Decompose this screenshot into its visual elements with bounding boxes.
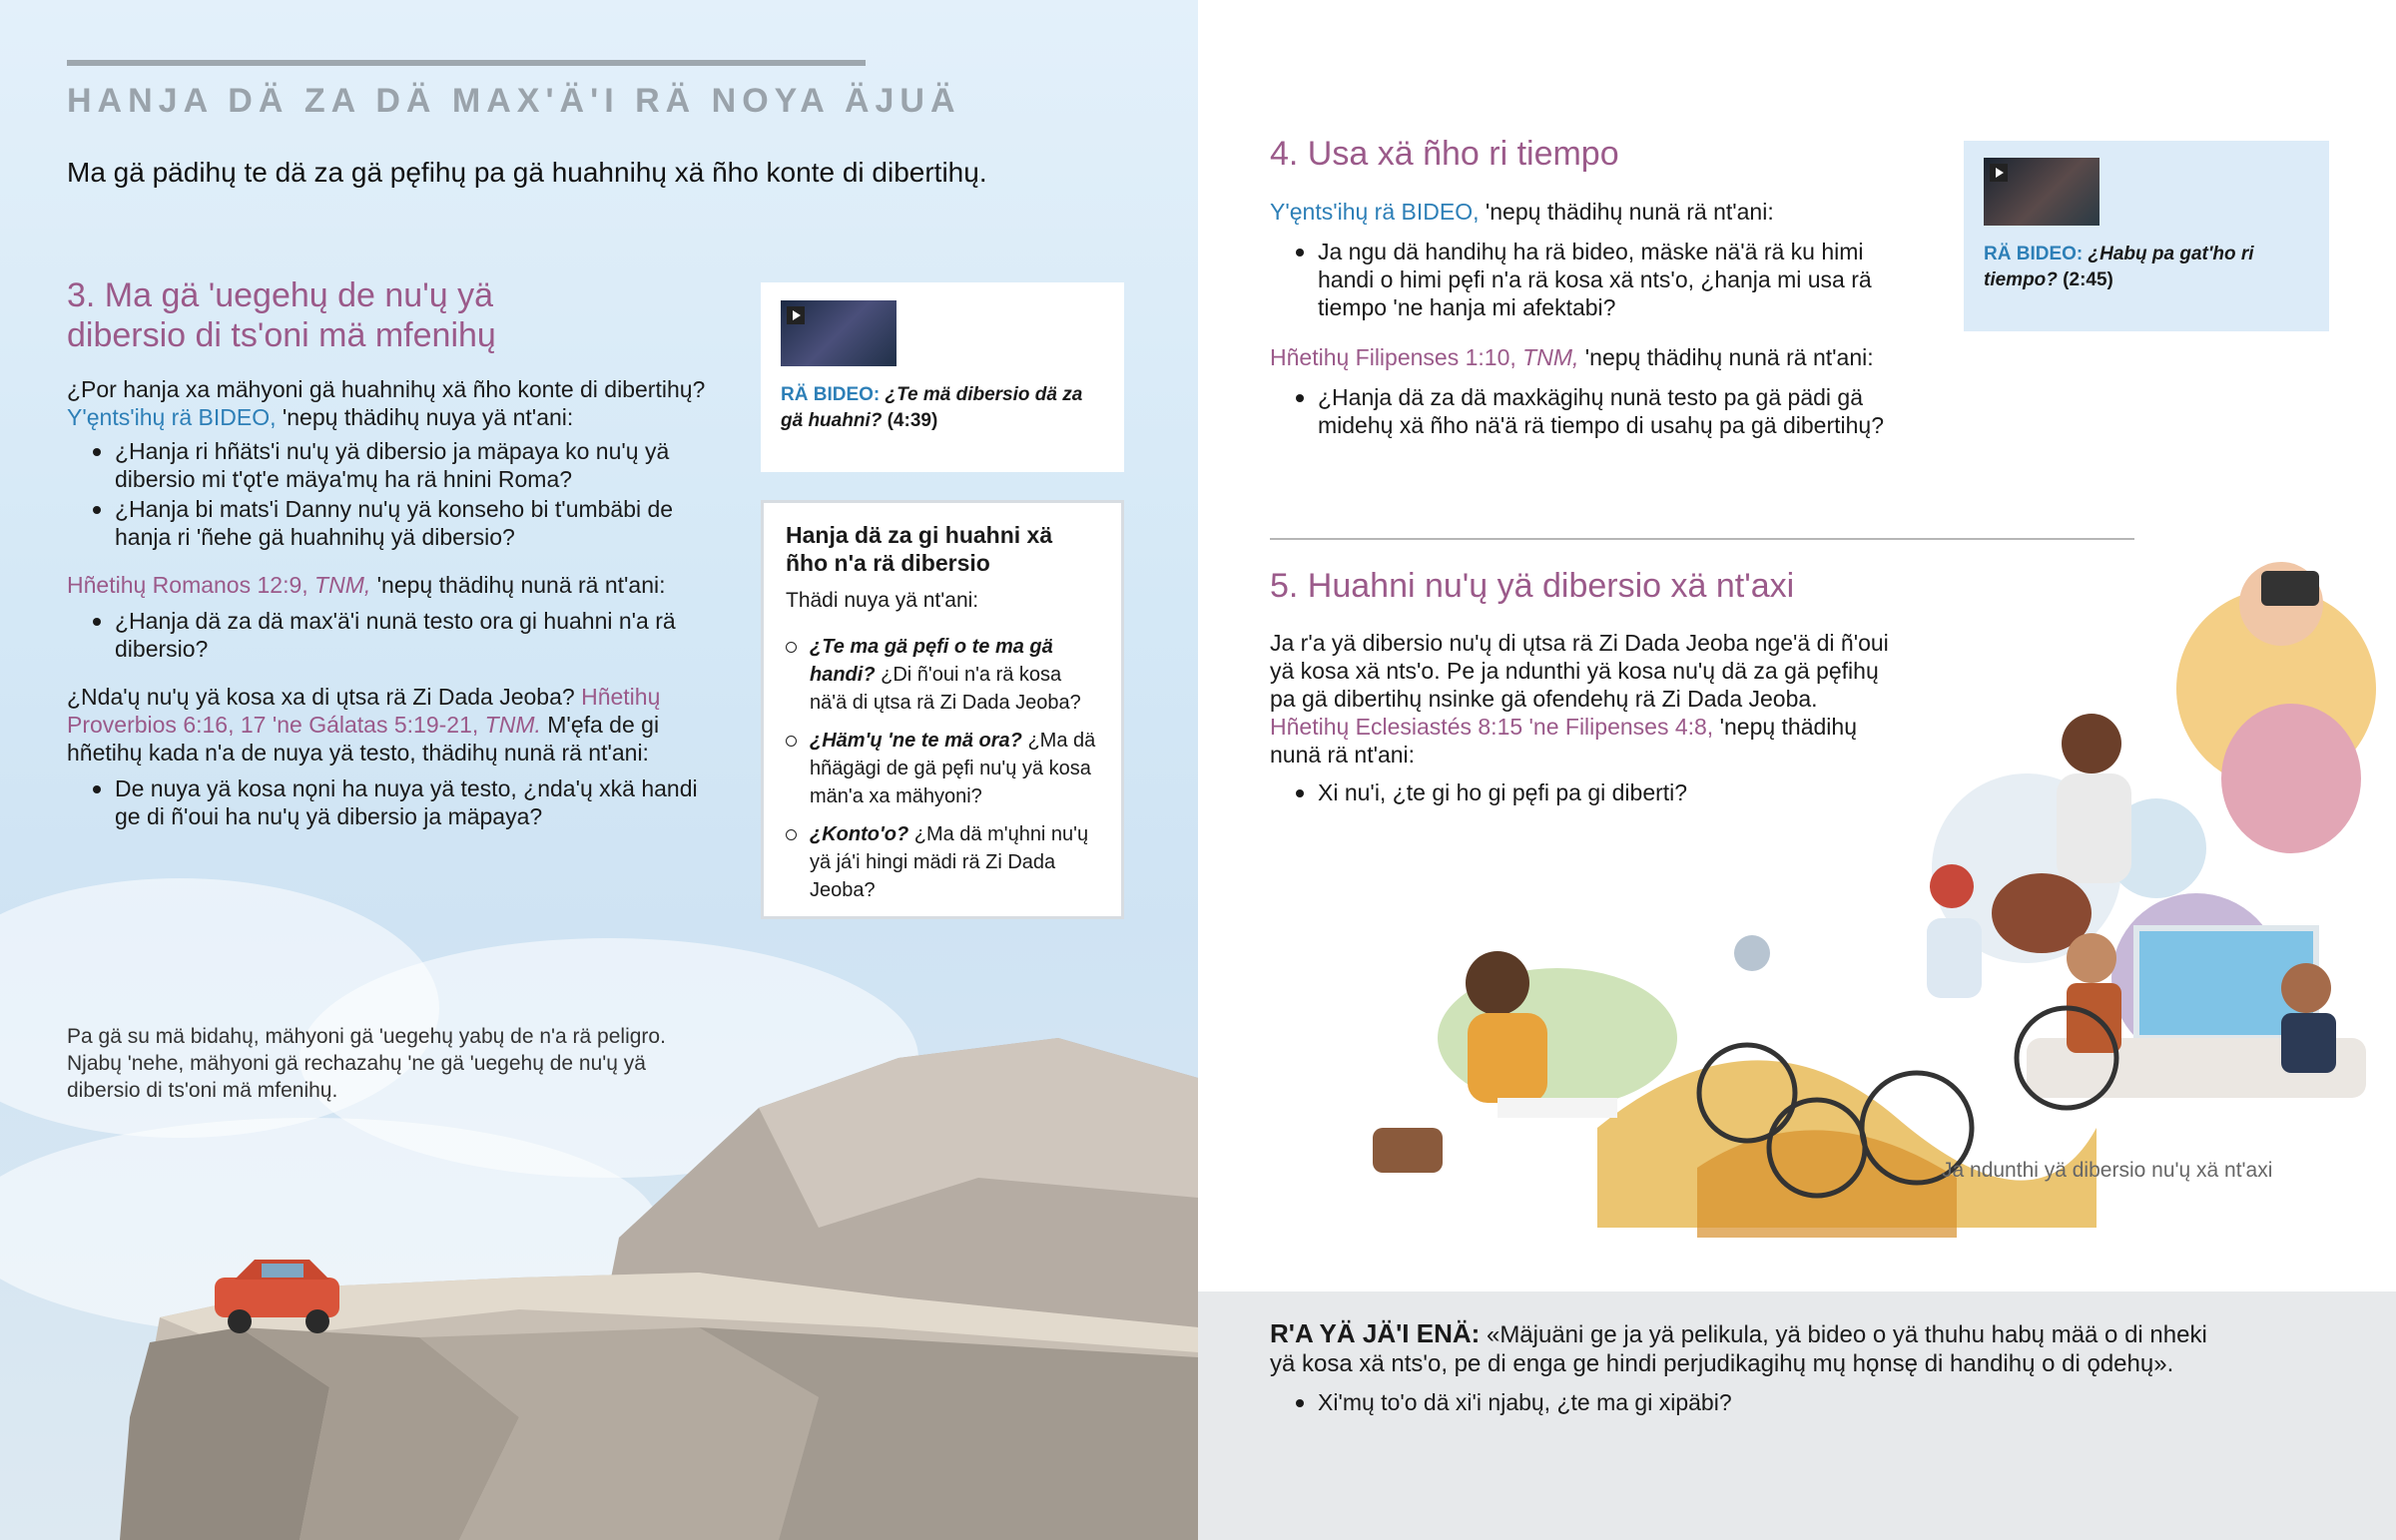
tips-box-subtitle: Thädi nuya yä nt'ani:: [786, 589, 979, 612]
scripture-link[interactable]: Hñetihų Romanos 12:9,: [67, 572, 308, 598]
video-title: ¿Te mä dibersio dä za gä huahni?: [781, 384, 1083, 431]
reading-prompt: Hñetihų Romanos 12:9, TNM, 'nepų thädihų nunä rä nt'ani:: [67, 572, 666, 598]
video-card[interactable]: RÄ BIDEO: ¿Habų pa gat'ho ri tiempo? (2:45): [1964, 141, 2329, 331]
list-item: Xi nu'i, ¿te gi ho gi pęfi pa gi diberti?: [1270, 778, 1899, 806]
scripture-link[interactable]: Hñetihų Filipenses 1:10,: [1270, 344, 1516, 370]
lesson-heading: HANJA DÄ ZA DÄ MAX'Ä'I RÄ NOYA ÄJUÄ: [67, 82, 961, 120]
intro-text: Ma gä pädihų te dä za gä pęfihų pa gä huahnihų xä ñho konte di dibertihų.: [67, 157, 987, 188]
note-content: R'A YÄ JÄ'I ENÄ: «Mäjuäni ge ja yä pelikula, yä bideo o yä thuhu habų mää o di nheki yä kosa xä nts'o, pe di enga ge hindi perjudikagihų mų hǫnsę di handihų o di ǫdehų». Xi'mų to'o dä xi'i njabų, ¿te ma gi xipäbi?: [1270, 1319, 2228, 1416]
list-item: De nuya yä kosa nǫni ha nuya yä testo, ¿nda'ų xkä handi ge di ñ'oui ha nu'ų yä dibersio ja mäpaya?: [67, 774, 716, 830]
list-item: Ja ngu dä handihų ha rä bideo, mäske nä'ä rä ku himi handi o himi pęfi n'a rä kosa xä nts'o, ¿hanja mi usa rä tiempo 'ne hanja mi afektabi?: [1270, 238, 1919, 321]
section-3-title: 3. Ma gä 'uegehų de nu'ų yä dibersio di ts'oni mä mfenihų: [67, 276, 496, 354]
list-item: ¿Hanja bi mats'i Danny nu'ų yä konseho bi t'umbäbi de hanja ri 'ñehe gä huahnihų yä dibersio?: [67, 495, 716, 551]
video-thumbnail[interactable]: [781, 300, 897, 366]
question-block: ¿Por hanja xa mähyoni gä huahnihų xä ñho konte di dibertihų? Y'ęnts'ihų rä BIDEO, 'nepų thädihų nuya yä nt'ani:: [67, 376, 706, 430]
section-4: Y'ęnts'ihų rä BIDEO, 'nepų thädihų nunä rä nt'ani: Ja ngu dä handihų ha rä bideo, mäske nä'ä rä ku himi handi o himi pęfi n'a rä kosa xä nts'o, ¿hanja mi usa rä tiempo 'ne hanja mi afektabi? Hñetihų Filipenses 1:10, TNM, 'nepų thädihų nunä rä nt'ani: ¿Hanja dä za dä maxkägihų nunä testo pa gä pädi gä midehų xä ñho nä'ä rä tiempo di usahų pa gä dibertihų?: [1270, 198, 1919, 439]
tips-list: [786, 633, 1099, 904]
question-list: [1270, 1388, 2228, 1416]
reading-prompt: ¿Nda'ų nu'ų yä kosa xa di ųtsa rä Zi Dada Jeoba? Hñetihų Proverbios 6:16, 17 'ne Gálatas 5:19-21, TNM. M'ęfa de gi hñetihų kada n'a de nuya yä testo, thädihų nunä rä nt'ani:: [67, 684, 661, 766]
question-list: [67, 774, 716, 830]
section-5-title: 5. Huahni nu'ų yä dibersio xä nt'axi: [1270, 567, 1795, 605]
image-caption: Pa gä su mä bidahų, mähyoni gä 'uegehų yabų de n'a rä peligro. Njabų 'nehe, mähyoni gä rechazahų 'ne gä 'uegehų de nu'ų yä dibersio di ts'oni mä mfenihų.: [67, 1025, 666, 1102]
play-icon[interactable]: [787, 306, 805, 324]
list-item: ¿Häm'ų 'ne te mä ora? ¿Ma dä hñägägi de gä pęfi nu'ų yä kosa män'a xa mähyoni?: [786, 727, 1099, 810]
note-label: R'A YÄ JÄ'I ENÄ:: [1270, 1318, 1481, 1348]
question-list: [67, 437, 716, 551]
scripture-link[interactable]: Hñetihų Proverbios 6:16, 17 'ne Gálatas 5:19-21,: [67, 684, 661, 738]
tips-box: [761, 500, 1124, 919]
reading-prompt: Hñetihų Filipenses 1:10, TNM, 'nepų thädihų nunä rä nt'ani:: [1270, 344, 1874, 370]
list-item: Xi'mų to'o dä xi'i njabų, ¿te ma gi xipäbi?: [1270, 1388, 2228, 1416]
video-link[interactable]: Y'ęnts'ihų rä BIDEO,: [67, 404, 277, 430]
list-item: ¿Hanja dä za dä max'ä'i nunä testo ora gi huahni n'a rä dibersio?: [67, 607, 716, 663]
video-link[interactable]: Y'ęnts'ihų rä BIDEO,: [1270, 199, 1480, 225]
question-list: [67, 607, 716, 663]
section-5: Ja r'a yä dibersio nu'ų di ųtsa rä Zi Dada Jeoba nge'ä di ñ'oui yä kosa xä nts'o. Pe ja ndunthi yä kosa nu'ų dä za gä pęfihų pa gä dibertihų nsinke gä ofendehų rä Zi Dada Jeoba. Hñetihų Eclesiastés 8:15 'ne Filipenses 4:8, 'nepų thädihų nunä rä nt'ani: Xi nu'i, ¿te gi ho gi pęfi pa gi diberti?: [1270, 629, 1899, 806]
top-rule: [67, 60, 866, 66]
list-item: ¿Konto'o? ¿Ma dä m'ųhni nu'ų yä já'i hingi mädi rä Zi Dada Jeoba?: [786, 820, 1099, 904]
activities-illustration: [1198, 0, 2396, 1297]
list-item: ¿Te ma gä pęfi o te ma gä handi? ¿Di ñ'oui n'a rä kosa nä'ä di ųtsa rä Zi Dada Jeoba?: [786, 633, 1099, 717]
list-item: ¿Hanja dä za dä maxkägihų nunä testo pa gä pädi gä midehų xä ñho nä'ä rä tiempo di usahų pa gä dibertihų?: [1270, 383, 1919, 439]
section-4-title: 4. Usa xä ñho ri tiempo: [1270, 135, 1619, 173]
tips-box-title: Hanja dä za gi huahni xä ñho n'a rä dibersio: [786, 522, 1053, 576]
right-page: [1198, 0, 2396, 1540]
list-item: ¿Hanja ri hñäts'i nu'ų yä dibersio ja mäpaya ko nu'ų yä dibersio mi t'ǫt'e mäya'mų ha rä hnini Roma?: [67, 437, 716, 493]
image-caption: Ja ndunthi yä dibersio nu'ų xä nt'axi: [1942, 1159, 2273, 1182]
section-3: [67, 275, 716, 830]
video-title: ¿Habų pa gat'ho ri tiempo?: [1984, 244, 2254, 290]
people-playing-video-game: [2027, 928, 2366, 1098]
scripture-link[interactable]: Hñetihų Eclesiastés 8:15 'ne Filipenses 4:8,: [1270, 714, 1714, 740]
video-card[interactable]: RÄ BIDEO: ¿Te mä dibersio dä za gä huahni? (4:39): [761, 282, 1124, 472]
